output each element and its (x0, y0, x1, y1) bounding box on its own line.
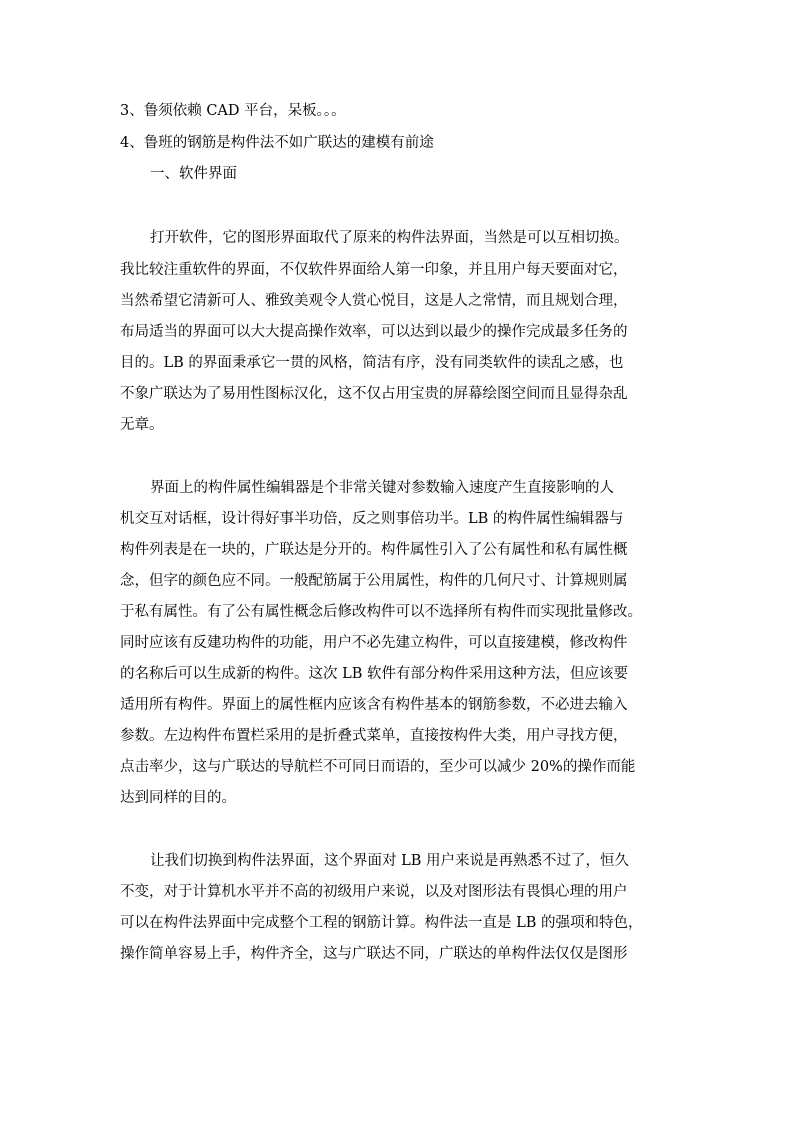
paragraph-line: 于私有属性。有了公有属性概念后修改构件可以不选择所有构件而实现批量修改。 (120, 604, 642, 620)
paragraph-line: 当然希望它清新可人、雅致美观令人赏心悦目，这是人之常情，而且规划合理， (120, 293, 628, 309)
paragraph-line: 目的。LB 的界面秉承它一贯的风格，简洁有序，没有同类软件的读乱之感，也 (120, 355, 624, 371)
paragraph-line: 操作简单容易上手，构件齐全，这与广联达不同，广联达的单构件法仅仅是图形 (120, 946, 628, 962)
paragraph-line: 让我们切换到构件法界面，这个界面对 LB 用户来说是再熟悉不过了，恒久 (150, 853, 629, 869)
paragraph-line: 不变，对于计算机水平并不高的初级用户来说，以及对图形法有畏惧心理的用户 (120, 884, 628, 900)
paragraph-line: 达到同样的目的。 (120, 790, 236, 806)
paragraph-line: 参数。左边构件布置栏采用的是折叠式菜单，直接按构件大类，用户寻找方便， (120, 728, 628, 744)
paragraph-line: 构件列表是在一块的，广联达是分开的。构件属性引入了公有属性和私有属性概 (120, 542, 628, 558)
list-item-4: 4、鲁班的钢筋是构件法不如广联达的建模有前途 (120, 135, 434, 151)
paragraph-line: 机交互对话框，设计得好事半功倍，反之则事倍功半。LB 的构件属性编辑器与 (120, 511, 624, 527)
paragraph-line: 适用所有构件。界面上的属性框内应该含有构件基本的钢筋参数，不必进去输入 (120, 697, 628, 713)
section-heading: 一、软件界面 (150, 166, 237, 182)
paragraph-line: 我比较注重软件的界面，不仅软件界面给人第一印象，并且用户每天要面对它， (120, 262, 628, 278)
paragraph-line: 不象广联达为了易用性图标汉化，这不仅占用宝贵的屏幕绘图空间而且显得杂乱 (120, 386, 628, 402)
paragraph-line: 无章。 (120, 417, 164, 433)
paragraph-line: 打开软件，它的图形界面取代了原来的构件法界面，当然是可以互相切换。 (150, 230, 629, 246)
paragraph-line: 点击率少，这与广联达的导航栏不可同日而语的，至少可以减少 20%的操作而能 (120, 759, 636, 775)
paragraph-line: 的名称后可以生成新的构件。这次 LB 软件有部分构件采用这种方法，但应该要 (120, 666, 628, 682)
paragraph-line: 布局适当的界面可以大大提高操作效率，可以达到以最少的操作完成最多任务的 (120, 324, 628, 340)
paragraph-line: 界面上的构件属性编辑器是个非常关键对参数输入速度产生直接影响的人 (150, 480, 614, 496)
paragraph-line: 同时应该有反建功构件的功能，用户不必先建立构件，可以直接建模，修改构件 (120, 635, 628, 651)
paragraph-line: 可以在构件法界面中完成整个工程的钢筋计算。构件法一直是 LB 的强项和特色， (120, 915, 643, 931)
paragraph-line: 念，但字的颜色应不同。一般配筋属于公用属性，构件的几何尺寸、计算规则属 (120, 573, 628, 589)
list-item-3: 3、鲁须依赖 CAD 平台，呆板。。。 (120, 103, 346, 119)
